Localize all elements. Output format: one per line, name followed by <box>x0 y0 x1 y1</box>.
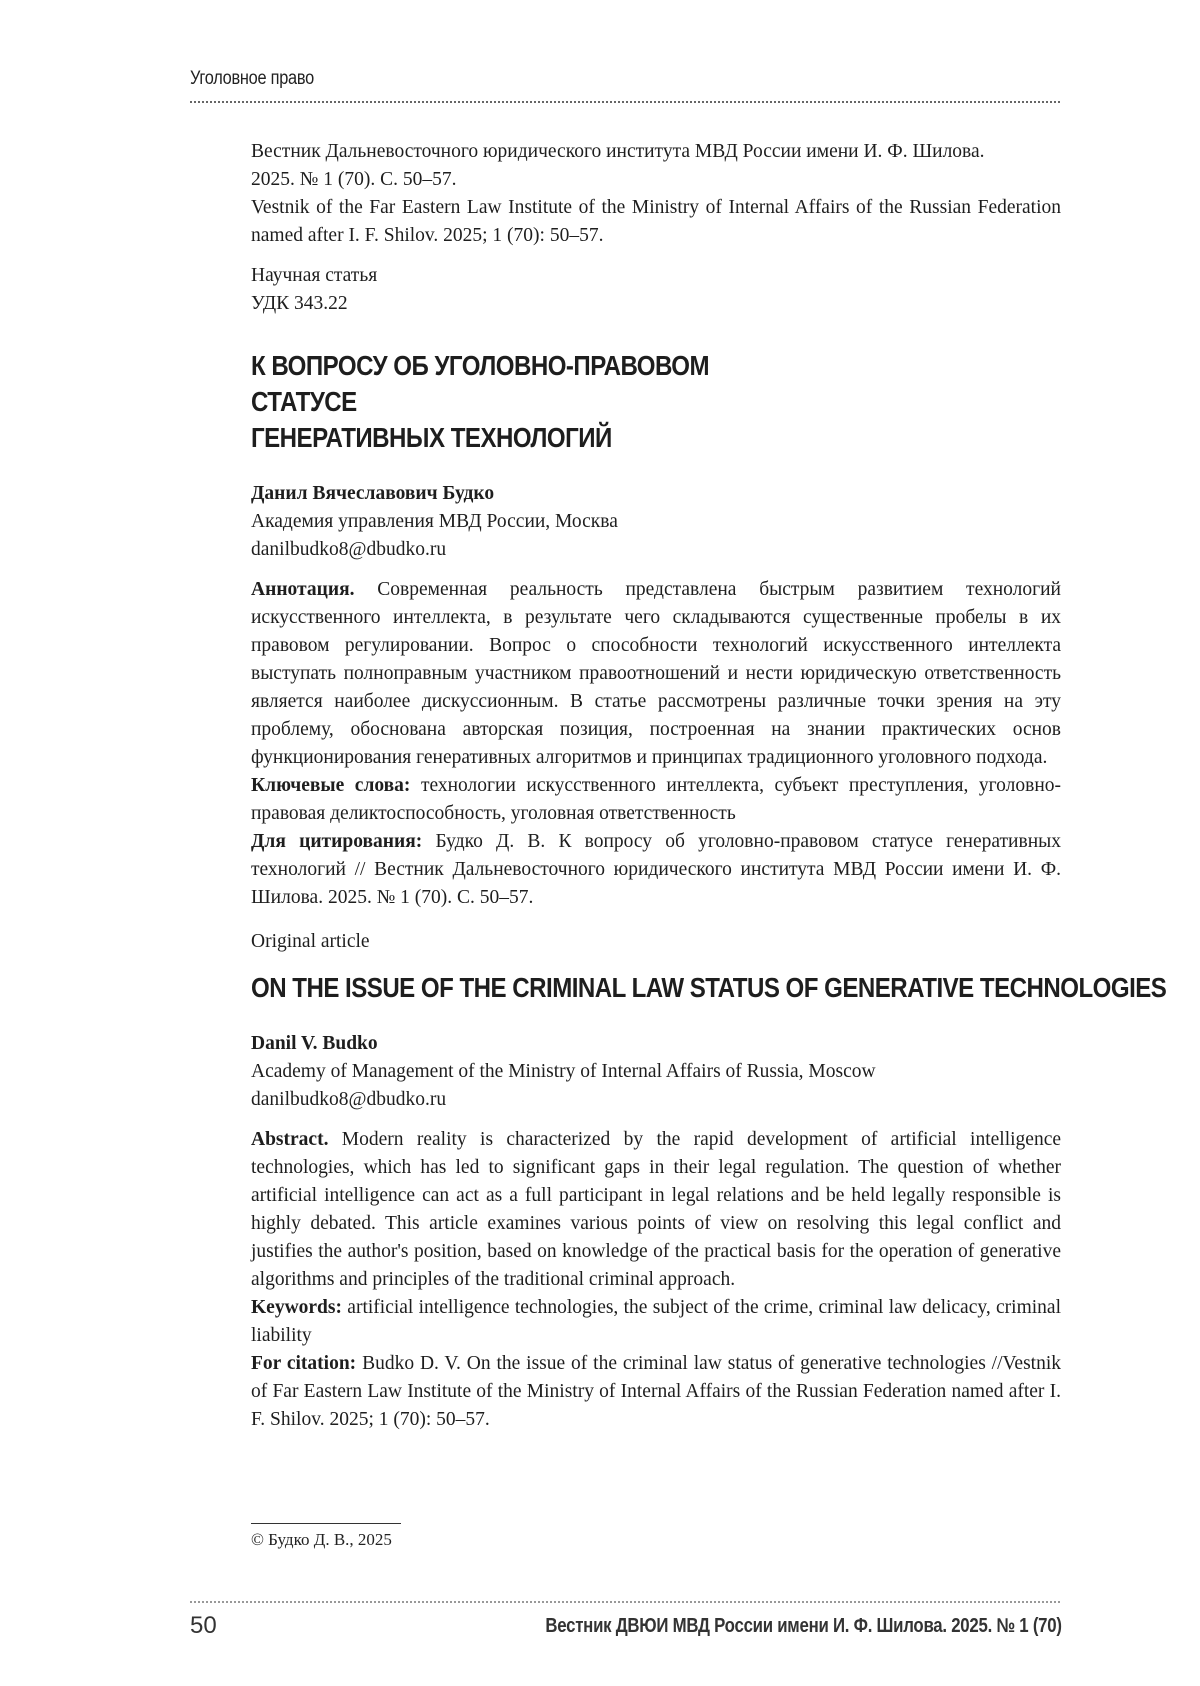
keywords-label-en: Keywords: <box>251 1297 342 1318</box>
abstract-ru <box>251 576 1061 772</box>
article-title-ru <box>251 348 767 456</box>
abstract-block-ru <box>251 576 1061 912</box>
running-head-section: Уголовное право <box>190 68 314 89</box>
abstract-text-en: Modern reality is characterized by the rapid development of artificial intelligence technologies, which has led to significant gaps in their legal regulation. The question of whether artificial intelligence can act as a full participant in legal relations and be held legally responsible is highly debated. This article examines various points of view on resolving this legal conflict and justifies the author's position, based on knowledge of the practical basis for the operation of generative algorithms and principles of the traditional criminal approach. <box>251 1129 1062 1290</box>
abstract-label-en: Abstract. <box>251 1129 329 1150</box>
journal-footer: Вестник ДВЮИ МВД России имени И. Ф. Шилова. 2025. № 1 (70) <box>545 1615 1062 1637</box>
header-divider <box>190 101 1060 103</box>
keywords-ru <box>251 772 1061 828</box>
for-citation-text-ru: Будко Д. В. К вопросу об уголовно-правовом статусе генеративных технологий // Вестник Дальневосточного юридического института МВД России имени И. Ф. Шилова. 2025. № 1 (70). С. 50–57. <box>251 831 1061 908</box>
article-type-en: Original article <box>251 931 370 952</box>
article-meta-ru <box>251 262 1061 318</box>
page-number: 50 <box>190 1612 217 1639</box>
author-name-ru: Данил Вячеславович Будко <box>251 483 495 504</box>
keywords-text-en: artificial intelligence technologies, the subject of the crime, criminal law delicacy, criminal liability <box>251 1297 1061 1346</box>
author-block-ru <box>251 480 1061 564</box>
author-affiliation-ru: Академия управления МВД России, Москва <box>251 511 618 532</box>
footer-divider <box>190 1601 1060 1603</box>
author-block-en <box>251 1030 1061 1114</box>
udc-code: УДК 343.22 <box>251 293 348 314</box>
abstract-text-ru: Современная реальность представлена быстрым развитием технологий искусственного интеллекта, в результате чего складываются существенные пробелы в их правовом регулировании. Вопрос о способности технологий искусственного интеллекта выступать полноправным участником правоотношений и нести юридическую ответственность является наиболее дискуссионным. В статье рассмотрены различные точки зрения на эту проблему, обоснована авторская позиция, построенная на знании практических основ функционирования генеративных алгоритмов и принципах традиционного уголовного подхода. <box>251 579 1061 768</box>
journal-citation-ru-line1: Вестник Дальневосточного юридического института МВД России имени И. Ф. Шилова. <box>251 141 985 162</box>
journal-citation-en: Vestnik of the Far Eastern Law Institute of the Ministry of Internal Affairs of the Russian Federation named after I. F. Shilov. 2025; 1 (70): 50–57. <box>251 197 1061 246</box>
footnote-rule <box>251 1523 401 1524</box>
for-citation-text-en: Budko D. V. On the issue of the criminal law status of generative technologies //Vestnik of Far Eastern Law Institute of the Ministry of Internal Affairs of the Russian Federation named after I. F. Shilov. 2025; 1 (70): 50–57. <box>251 1353 1062 1430</box>
copyright-footnote: © Будко Д. В., 2025 <box>251 1530 392 1549</box>
keywords-label-ru: Ключевые слова: <box>251 775 411 796</box>
for-citation-label-ru: Для цитирования: <box>251 831 423 852</box>
abstract-en <box>251 1126 1061 1294</box>
keywords-en <box>251 1294 1061 1350</box>
article-title-ru-line1: К ВОПРОСУ ОБ УГОЛОВНО-ПРАВОВОМ СТАТУСЕ <box>251 350 710 417</box>
author-affiliation-en: Academy of Management of the Ministry of Internal Affairs of Russia, Moscow <box>251 1061 876 1082</box>
article-front-matter <box>251 138 1167 1446</box>
journal-citation <box>251 138 1061 250</box>
author-email-ru[interactable]: danilbudko8@dbudko.ru <box>251 539 447 560</box>
article-title-ru-line2: ГЕНЕРАТИВНЫХ ТЕХНОЛОГИЙ <box>251 422 612 453</box>
abstract-label-ru: Аннотация. <box>251 579 355 600</box>
abstract-block-en <box>251 1126 1061 1434</box>
keywords-text-ru: технологии искусственного интеллекта, субъект преступления, уголовно-правовая деликтоспособность, уголовная ответственность <box>251 775 1061 824</box>
journal-citation-ru-line2: 2025. № 1 (70). С. 50–57. <box>251 169 457 190</box>
for-citation-ru <box>251 828 1061 912</box>
author-email-en[interactable]: danilbudko8@dbudko.ru <box>251 1089 447 1110</box>
for-citation-en <box>251 1350 1061 1434</box>
for-citation-label-en: For citation: <box>251 1353 357 1374</box>
article-title-en: ON THE ISSUE OF THE CRIMINAL LAW STATUS OF GENERATIVE TECHNOLOGIES <box>251 972 1167 1003</box>
article-type-ru: Научная статья <box>251 265 378 286</box>
author-name-en: Danil V. Budko <box>251 1033 378 1054</box>
